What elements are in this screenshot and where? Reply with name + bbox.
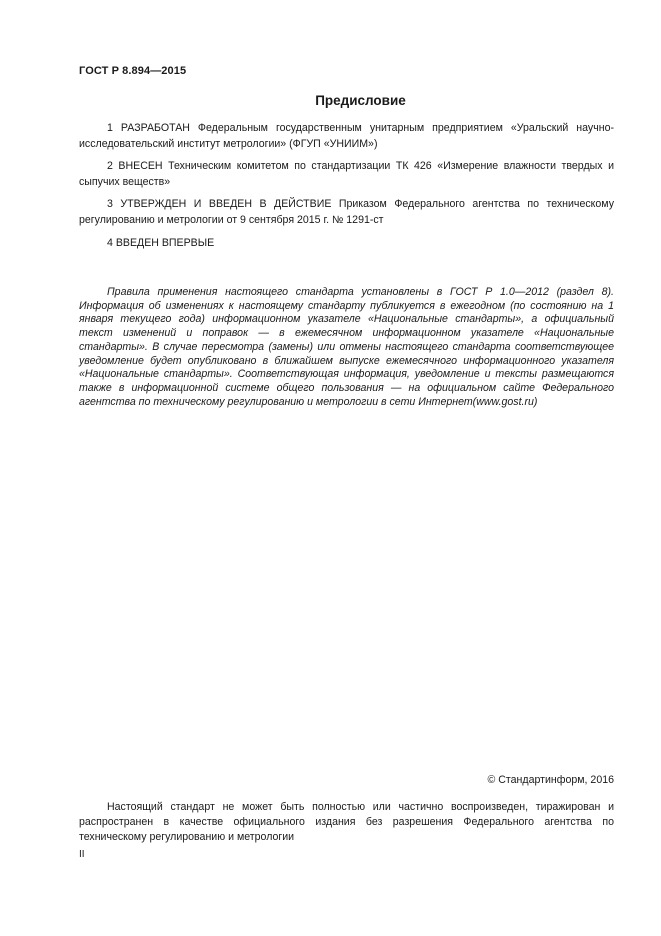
foreword-item-developed: 1 РАЗРАБОТАН Федеральным государственным унитарным предприятием «Уральский научно-исследовательский институт метрологии» (ФГУП «УНИИМ») xyxy=(79,122,614,150)
foreword-item-approved: 3 УТВЕРЖДЕН И ВВЕДЕН В ДЕЙСТВИЕ Приказом Федерального агентства по техническому регулированию и метрологии от 9 сентября 2015 г. № 1291-ст xyxy=(79,198,614,226)
copyright-line: © Стандартинформ, 2016 xyxy=(487,774,614,786)
page-title: Предисловие xyxy=(315,93,406,108)
foreword-item-introduced: 4 ВВЕДЕН ВПЕРВЫЕ xyxy=(107,237,215,249)
application-rules-notice: Правила применения настоящего стандарта установлены в ГОСТ Р 1.0—2012 (раздел 8). Информация об изменениях к настоящему стандарту публикуется в ежегодном (по состоянию на 1 января текущего года) информационном указателе «Национальные стандарты», а официальный текст изменений и поправок — в ежемесячном информационном указателе «Национальные стандарты». В случае пересмотра (замены) или отмены настоящего стандарта соответствующее уведомление будет опубликовано в ближайшем выпуске ежемесячного информационного указателя «Национальные стандарты». Соответствующая информация, уведомление и тексты размещаются также в информационной системе общего пользования — на официальном сайте Федерального агентства по техническому регулированию и метрологии в сети Интернет(www.gost.ru) xyxy=(79,286,614,408)
foreword-item-submitted: 2 ВНЕСЕН Техническим комитетом по стандартизации ТК 426 «Измерение влажности твердых и сыпучих веществ» xyxy=(79,160,614,188)
page-number: II xyxy=(79,849,85,860)
standard-code-header: ГОСТ Р 8.894—2015 xyxy=(79,65,187,77)
reproduction-rights-notice: Настоящий стандарт не может быть полностью или частично воспроизведен, тиражирован и распространен в качестве официального издания без разрешения Федерального агентства по техническому регулированию и метрологии xyxy=(79,801,614,843)
